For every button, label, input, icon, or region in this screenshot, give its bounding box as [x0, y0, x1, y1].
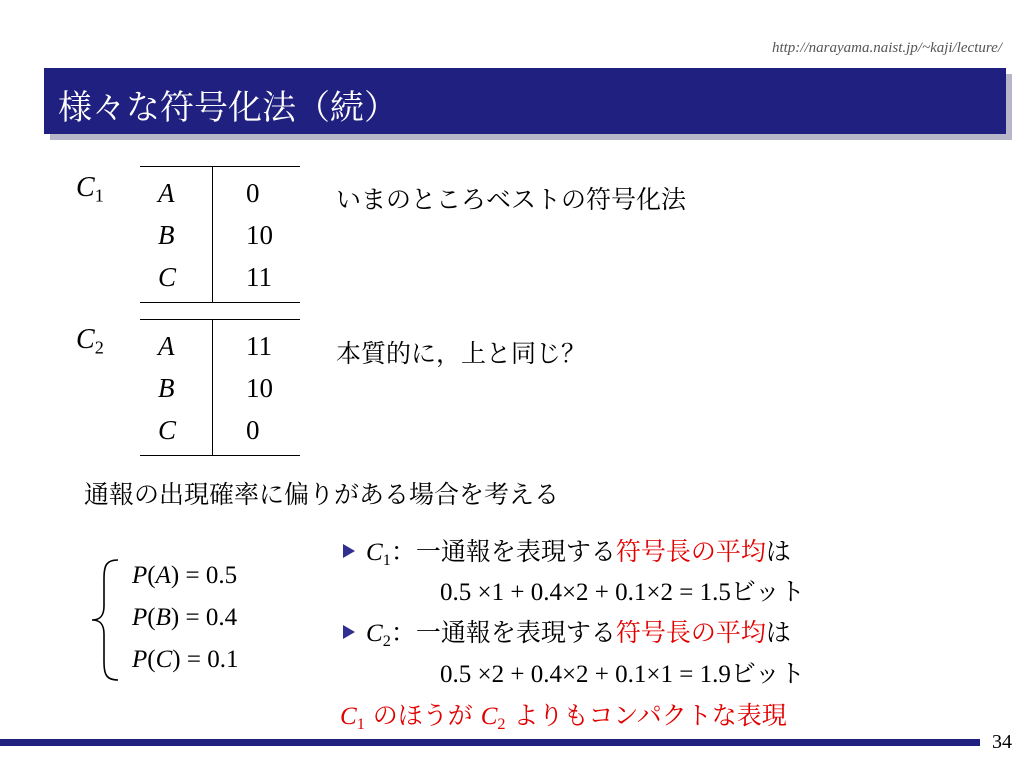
code-c2-table	[140, 319, 300, 457]
probability-a: P(A) = 0.5	[132, 562, 238, 589]
probability-c: P(C) = 0.1	[132, 646, 239, 673]
table-codeword: 11	[246, 331, 272, 361]
code-c2-label: $C_2$	[76, 324, 104, 358]
probability-b: P(B) = 0.4	[132, 604, 238, 631]
title-bar	[44, 68, 1006, 134]
table-codeword: 10	[246, 373, 273, 403]
footer-rule	[0, 739, 980, 746]
code-c1-table	[140, 166, 300, 304]
average-c2-line: $C_2$：一通報を表現する符号長の平均は	[366, 618, 791, 650]
probability-intro: 通報の出現確率に偏りがある場合を考える	[84, 480, 560, 509]
table-symbol: B	[158, 373, 175, 403]
table-column-rule	[212, 319, 213, 456]
table-symbol: A	[158, 178, 175, 208]
table-symbol: A	[158, 331, 175, 361]
table-symbol: C	[158, 262, 177, 292]
table-symbol: C	[158, 415, 177, 445]
bullet-icon	[343, 625, 355, 639]
code-c1-note: いまのところベストの符号化法	[336, 185, 687, 214]
table-symbol: B	[158, 220, 175, 250]
code-c1-label: $C_1$	[76, 172, 104, 206]
table-top-rule	[140, 319, 300, 320]
table-column-rule	[212, 166, 213, 303]
table-codeword: 10	[246, 220, 273, 250]
header-url: http://narayama.naist.jp/~kaji/lecture/	[771, 40, 1002, 56]
conclusion: $C_1$ のほうが $C_2$ よりもコンパクトな表現	[340, 701, 787, 733]
table-codeword: 0	[246, 178, 260, 208]
left-brace-icon	[88, 558, 122, 682]
average-c1-line: $C_1$：一通報を表現する符号長の平均は	[366, 537, 791, 569]
table-codeword: 0	[246, 415, 260, 445]
table-bottom-rule	[140, 455, 300, 456]
average-c1-calc: 0.5 ×1 + 0.4×2 + 0.1×2 = 1.5ビット	[440, 577, 805, 606]
code-c2-note: 本質的に，上と同じ？	[336, 339, 587, 368]
table-bottom-rule	[140, 302, 300, 303]
table-codeword: 11	[246, 262, 272, 292]
slide-title: 様々な符号化法（続）	[58, 88, 398, 128]
page-number: 34	[992, 731, 1012, 753]
average-c2-calc: 0.5 ×2 + 0.4×2 + 0.1×1 = 1.9ビット	[440, 659, 805, 688]
table-top-rule	[140, 166, 300, 167]
bullet-icon	[343, 544, 355, 558]
